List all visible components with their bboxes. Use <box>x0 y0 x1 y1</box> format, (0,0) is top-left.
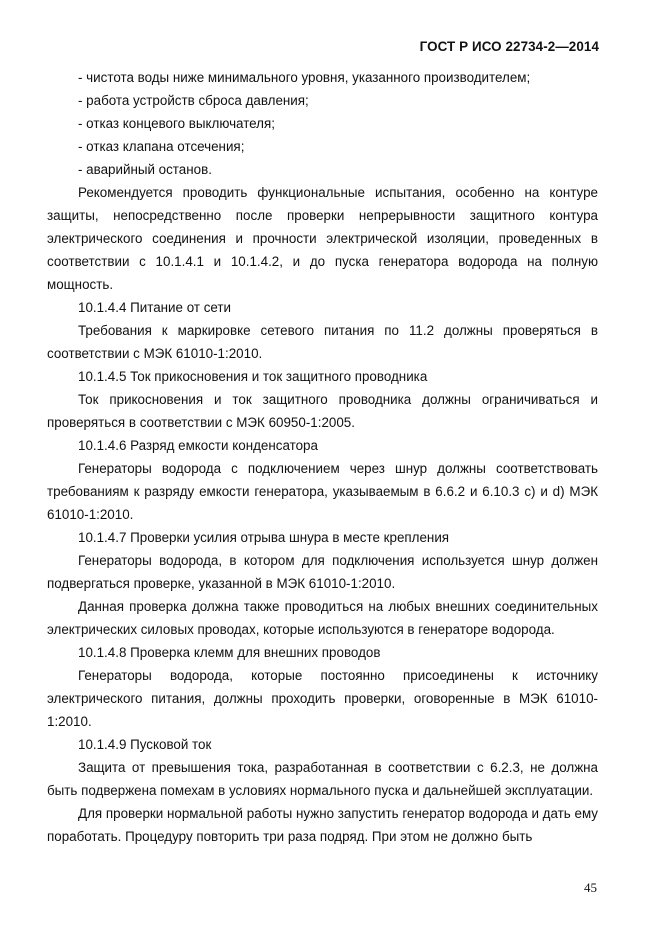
paragraph: Ток прикосновения и ток защитного проводника должны ограничиваться и проверяться в соответствии с МЭК 60950-1:2005. <box>47 392 598 430</box>
section-heading: 10.1.4.8 Проверка клемм для внешних проводов <box>78 645 381 660</box>
section-heading: 10.1.4.9 Пусковой ток <box>78 737 212 752</box>
paragraph: Генераторы водорода, которые постоянно присоединены к источнику электрического питания, должны проходить проверки, оговоренные в МЭК 61010-1:2010. <box>47 668 598 729</box>
paragraph: Генераторы водорода с подключением через шнур должны соответствовать требованиям к разряду емкости генератора, указываемым в 6.6.2 и 6.10.3 c) и d) МЭК 61010-1:2010. <box>47 461 598 522</box>
paragraph: Рекомендуется проводить функциональные испытания, особенно на контуре защиты, непосредственно после проверки непрерывности защитного контура электрического соединения и прочности электрической изоляции, проведенных в соответствии с 10.1.4.1 и 10.1.4.2, и до пуска генератора водорода на полную мощность. <box>47 185 598 292</box>
list-item: - аварийный останов. <box>78 162 212 177</box>
paragraph: Защита от превышения тока, разработанная в соответствии с 6.2.3, не должна быть подвержена помехам в условиях нормального пуска и дальнейшей эксплуатации. <box>47 760 598 798</box>
document-header: ГОСТ Р ИСО 22734-2—2014 <box>419 39 599 54</box>
paragraph: Требования к маркировке сетевого питания по 11.2 должны проверяться в соответствии с МЭК 61010-1:2010. <box>47 323 598 361</box>
list-item: - отказ клапана отсечения; <box>78 139 245 154</box>
section-heading: 10.1.4.5 Ток прикосновения и ток защитного проводника <box>78 369 428 384</box>
paragraph: Генераторы водорода, в котором для подключения используется шнур должен подвергаться проверке, указанной в МЭК 61010-1:2010. <box>47 553 598 591</box>
section-heading: 10.1.4.4 Питание от сети <box>78 300 232 315</box>
list-item: - работа устройств сброса давления; <box>78 93 309 108</box>
paragraph: Данная проверка должна также проводиться на любых внешних соединительных электрических силовых проводах, которые используются в генераторе водорода. <box>47 599 598 637</box>
list-item: - чистота воды ниже минимального уровня, указанного производителем; <box>78 70 531 85</box>
list-item: - отказ концевого выключателя; <box>78 116 275 131</box>
paragraph: Для проверки нормальной работы нужно запустить генератор водорода и дать ему поработать. Процедуру повторить три раза подряд. При этом не должно быть <box>47 806 598 844</box>
section-heading: 10.1.4.7 Проверки усилия отрыва шнура в месте крепления <box>78 530 450 545</box>
page-number: 45 <box>584 880 597 895</box>
section-heading: 10.1.4.6 Разряд емкости конденсатора <box>78 438 318 453</box>
document-body <box>47 66 598 848</box>
